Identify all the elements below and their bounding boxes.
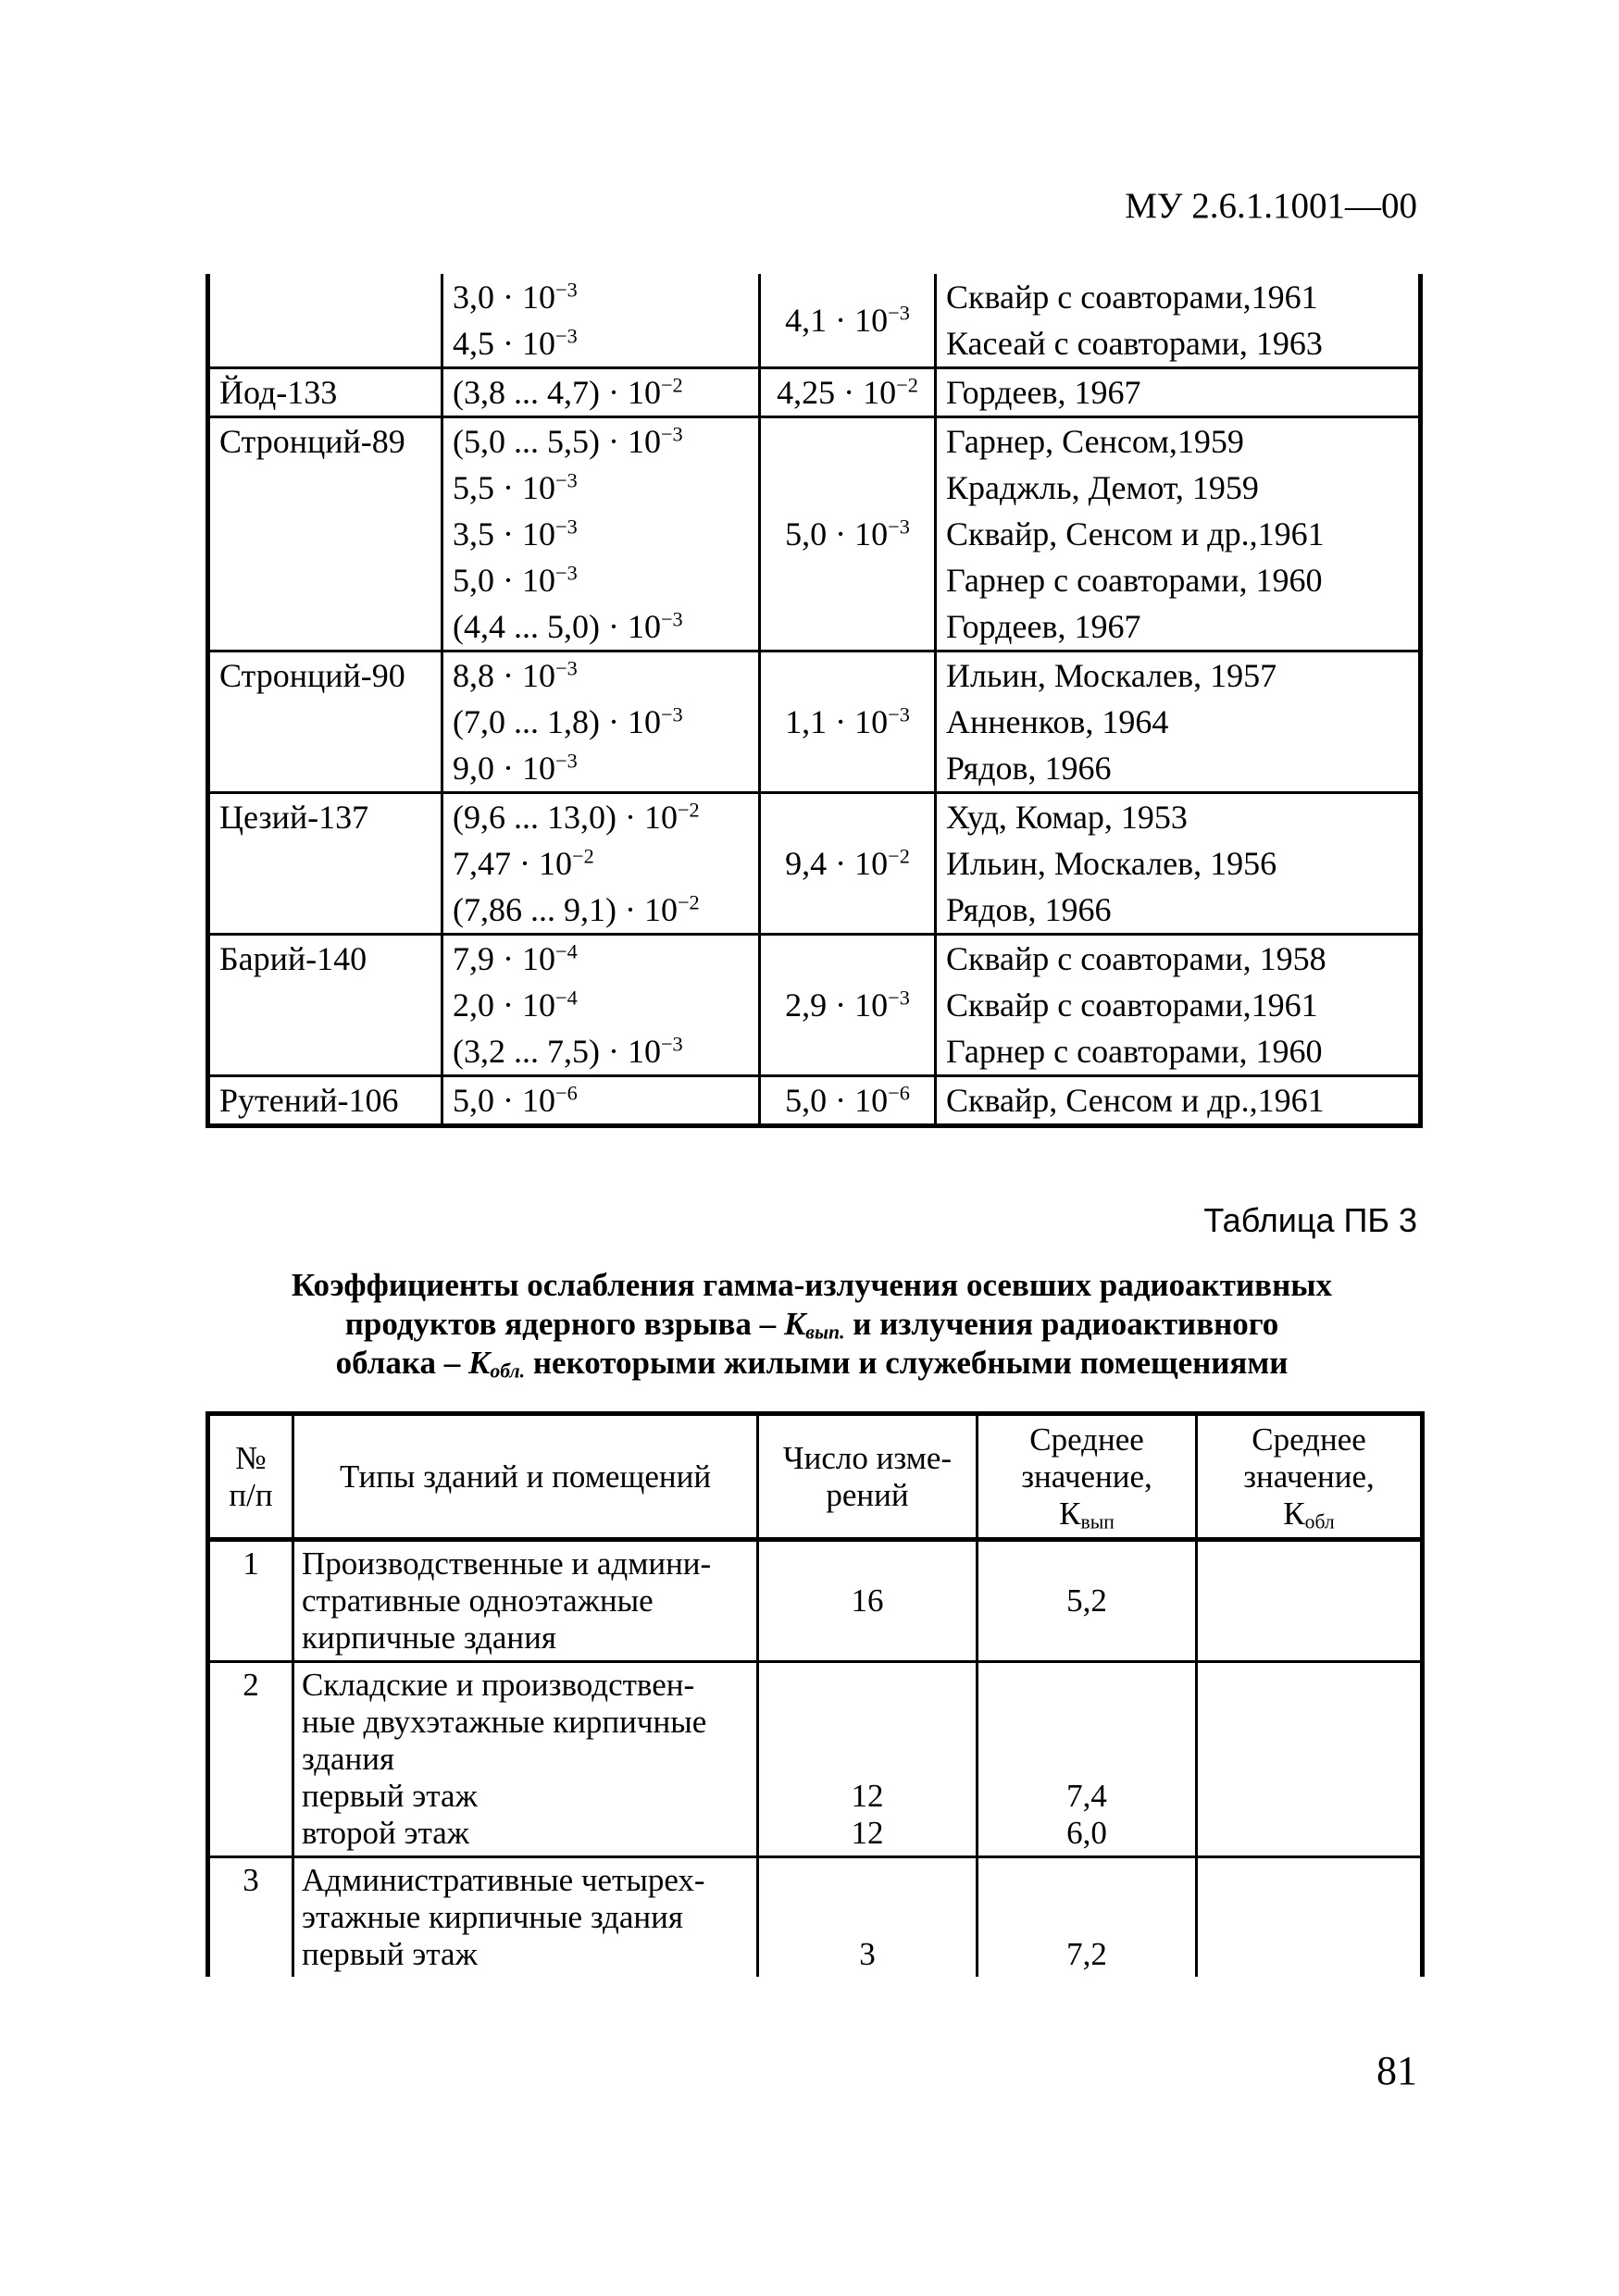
source-reference: Гордеев, 1967	[946, 608, 1141, 645]
nuclide-name: Рутений-106	[219, 1082, 399, 1119]
source-reference: Сквайр, Сенсом и др.,1961	[946, 515, 1325, 552]
header-type: Типы зданий и помещений	[293, 1414, 758, 1540]
nuclide-cell	[208, 417, 442, 652]
measurement-count	[766, 1667, 968, 1704]
nuclide-cell	[208, 368, 442, 417]
measured-value: (4,4 ... $5,0) \cdot 10^{-3}$	[453, 607, 683, 645]
measurement-count	[766, 1899, 968, 1936]
measured-value: $2,0 \cdot 10^{-4}$	[453, 986, 578, 1024]
kvyp-value: 7,2	[1066, 1936, 1107, 1972]
sources-cell	[936, 652, 1421, 793]
table-row	[208, 417, 1421, 652]
measured-value: (3,8 ... $4,7) \cdot 10^{-2}$	[453, 373, 683, 411]
building-type-line: Складские и производствен-	[302, 1667, 695, 1703]
source-reference: Краджль, Демот, 1959	[946, 469, 1259, 506]
measurement-count	[766, 1704, 968, 1741]
measured-values-cell	[442, 793, 760, 935]
kvyp-value: 7,4	[1066, 1778, 1107, 1814]
sources-cell	[936, 793, 1421, 935]
measured-value: (7,86 ... $9,1) \cdot 10^{-2}$	[453, 890, 700, 928]
measured-value: $5,0 \cdot 10^{-3}$	[453, 561, 578, 599]
nuclide-name: Стронций-90	[219, 657, 405, 694]
table-row	[208, 1076, 1421, 1126]
measurement-count: 3	[859, 1936, 876, 1972]
measured-value: $7,9 \cdot 10^{-4}$	[453, 939, 578, 977]
building-type-line: стративные одноэтажные	[302, 1582, 654, 1619]
measured-value: (9,6 ... $13,0) \cdot 10^{-2}$	[453, 798, 700, 836]
document-code: МУ 2.6.1.1001—00	[1125, 186, 1417, 226]
nuclide-name: Цезий-137	[219, 799, 369, 836]
building-type-cell	[293, 1857, 758, 1978]
nuclide-cell	[208, 1076, 442, 1126]
source-reference: Гарнер с соавторами, 1960	[946, 1033, 1323, 1070]
kvyp-value	[986, 1899, 1188, 1936]
source-reference: Сквайр с соавторами, 1958	[946, 940, 1326, 977]
source-reference: Гордеев, 1967	[946, 374, 1141, 411]
building-type-line: первый этаж	[302, 1778, 478, 1814]
measured-value: $4,5 \cdot 10^{-3}$	[453, 324, 578, 362]
measured-value: $5,5 \cdot 10^{-3}$	[453, 468, 578, 506]
sources-cell	[936, 274, 1421, 368]
building-type-cell	[293, 1662, 758, 1857]
table-row	[208, 1540, 1423, 1662]
table-row	[208, 1857, 1423, 1978]
table-row	[208, 935, 1421, 1076]
nuclide-name: Стронций-89	[219, 423, 405, 460]
table-row	[208, 274, 1421, 368]
nuclide-cell	[208, 793, 442, 935]
measured-values-cell	[442, 1076, 760, 1126]
building-type-line: Производственные и админи-	[302, 1545, 712, 1582]
kvyp-value-cell	[978, 1662, 1197, 1857]
measurement-count	[766, 1545, 968, 1582]
measured-value: $7,47 \cdot 10^{-2}$	[453, 844, 594, 882]
measured-value: $3,0 \cdot 10^{-3}$	[453, 278, 578, 316]
sources-cell	[936, 935, 1421, 1076]
table-row	[208, 793, 1421, 935]
nuclide-cell	[208, 935, 442, 1076]
measurement-count-cell	[758, 1540, 978, 1662]
source-reference: Рядов, 1966	[946, 891, 1112, 928]
measurement-count: 12	[851, 1778, 884, 1814]
building-type-line: кирпичные здания	[302, 1620, 556, 1656]
kobl-value-cell	[1197, 1540, 1423, 1662]
measurement-count-cell	[758, 1662, 978, 1857]
measured-values-cell	[442, 417, 760, 652]
building-type-line: здания	[302, 1741, 395, 1777]
source-reference: Ильин, Москалев, 1957	[946, 657, 1277, 694]
measured-value: $9,0 \cdot 10^{-3}$	[453, 749, 578, 787]
measurement-count: 12	[851, 1815, 884, 1851]
table-row	[208, 1662, 1423, 1857]
measured-values-cell	[442, 652, 760, 793]
header-kobl: Среднее значение, $К_{обл}$	[1197, 1414, 1423, 1540]
kvyp-value	[986, 1545, 1188, 1582]
measured-value: (5,0 ... $5,5) \cdot 10^{-3}$	[453, 422, 683, 460]
sources-cell	[936, 1076, 1421, 1126]
nuclide-name: Барий-140	[219, 940, 367, 977]
source-reference: Анненков, 1964	[946, 703, 1169, 740]
row-number: 2	[208, 1662, 293, 1857]
row-number: 1	[208, 1540, 293, 1662]
kvyp-value	[986, 1667, 1188, 1704]
source-reference: Сквайр с соавторами,1961	[946, 279, 1318, 316]
building-type-line: этажные кирпичные здания	[302, 1899, 683, 1935]
nuclide-cell	[208, 652, 442, 793]
building-type-cell	[293, 1540, 758, 1662]
mean-value-cell: $5,0 \cdot 10^{-3}$	[760, 417, 936, 652]
measurement-count-cell	[758, 1857, 978, 1978]
header-count: Число изме- рений	[758, 1414, 978, 1540]
source-reference: Сквайр, Сенсом и др.,1961	[946, 1082, 1325, 1119]
mean-value-cell: $1,1 \cdot 10^{-3}$	[760, 652, 936, 793]
kvyp-value: 5,2	[1066, 1582, 1107, 1619]
nuclide-name: Йод-133	[219, 374, 338, 411]
mean-value-cell: $4,25 \cdot 10^{-2}$	[760, 368, 936, 417]
source-reference: Касеай с соавторами, 1963	[946, 325, 1323, 362]
attenuation-coefficients-table	[205, 1411, 1425, 1977]
measured-value: (3,2 ... $7,5) \cdot 10^{-3}$	[453, 1032, 683, 1070]
building-type-line: первый этаж	[302, 1936, 478, 1972]
sources-cell	[936, 368, 1421, 417]
row-number: 3	[208, 1857, 293, 1978]
building-type-line: второй этаж	[302, 1815, 469, 1851]
source-reference: Рядов, 1966	[946, 750, 1112, 787]
building-type-line: Административные четырех-	[302, 1862, 705, 1898]
measurement-count	[766, 1620, 968, 1657]
mean-value-cell: $5,0 \cdot 10^{-6}$	[760, 1076, 936, 1126]
table-row	[208, 368, 1421, 417]
measurement-count	[766, 1862, 968, 1899]
measured-values-cell	[442, 274, 760, 368]
kvyp-value-cell	[978, 1857, 1197, 1978]
header-num: № п/п	[208, 1414, 293, 1540]
kvyp-value	[986, 1704, 1188, 1741]
kvyp-value: 6,0	[1066, 1815, 1107, 1851]
sources-cell	[936, 417, 1421, 652]
source-reference: Гарнер, Сенсом,1959	[946, 423, 1244, 460]
measured-values-cell	[442, 368, 760, 417]
mean-value-cell: $4,1 \cdot 10^{-3}$	[760, 274, 936, 368]
nuclide-cell	[208, 274, 442, 368]
kvyp-value	[986, 1620, 1188, 1657]
measured-value: $3,5 \cdot 10^{-3}$	[453, 515, 578, 552]
kvyp-value	[986, 1741, 1188, 1778]
measurement-count	[766, 1741, 968, 1778]
source-reference: Ильин, Москалев, 1956	[946, 845, 1277, 882]
table-row	[208, 652, 1421, 793]
mean-value-cell: $9,4 \cdot 10^{-2}$	[760, 793, 936, 935]
source-reference: Худ, Комар, 1953	[946, 799, 1188, 836]
kvyp-value	[986, 1862, 1188, 1899]
nuclide-name	[219, 274, 431, 320]
source-reference: Гарнер с соавторами, 1960	[946, 562, 1323, 599]
measured-value: (7,0 ... $1,8) \cdot 10^{-3}$	[453, 702, 683, 740]
measured-values-cell	[442, 935, 760, 1076]
measured-value: $8,8 \cdot 10^{-3}$	[453, 656, 578, 694]
table-caption: Коэффициенты ослабления гамма-излучения осевших радиоактивных продуктов ядерного взрыва – $K_{вып.}$ и излучения радиоактивного облака – $K_{обл.}$ некоторыми жилыми и служебными помещениями	[291, 1267, 1333, 1383]
kvyp-value-cell	[978, 1540, 1197, 1662]
measured-value: $5,0 \cdot 10^{-6}$	[453, 1081, 578, 1119]
measurement-count: 16	[851, 1582, 884, 1619]
building-type-line: ные двухэтажные кирпичные	[302, 1704, 707, 1740]
page-number: 81	[1376, 2048, 1417, 2093]
table-label: Таблица ПБ 3	[1203, 1201, 1417, 1239]
source-reference: Сквайр с соавторами,1961	[946, 987, 1318, 1024]
header-kvyp: Среднее значение, $К_{вып}$	[978, 1414, 1197, 1540]
mean-value-cell: $2,9 \cdot 10^{-3}$	[760, 935, 936, 1076]
kobl-value-cell	[1197, 1662, 1423, 1857]
kobl-value-cell	[1197, 1857, 1423, 1978]
isotope-coefficients-table	[205, 274, 1423, 1128]
